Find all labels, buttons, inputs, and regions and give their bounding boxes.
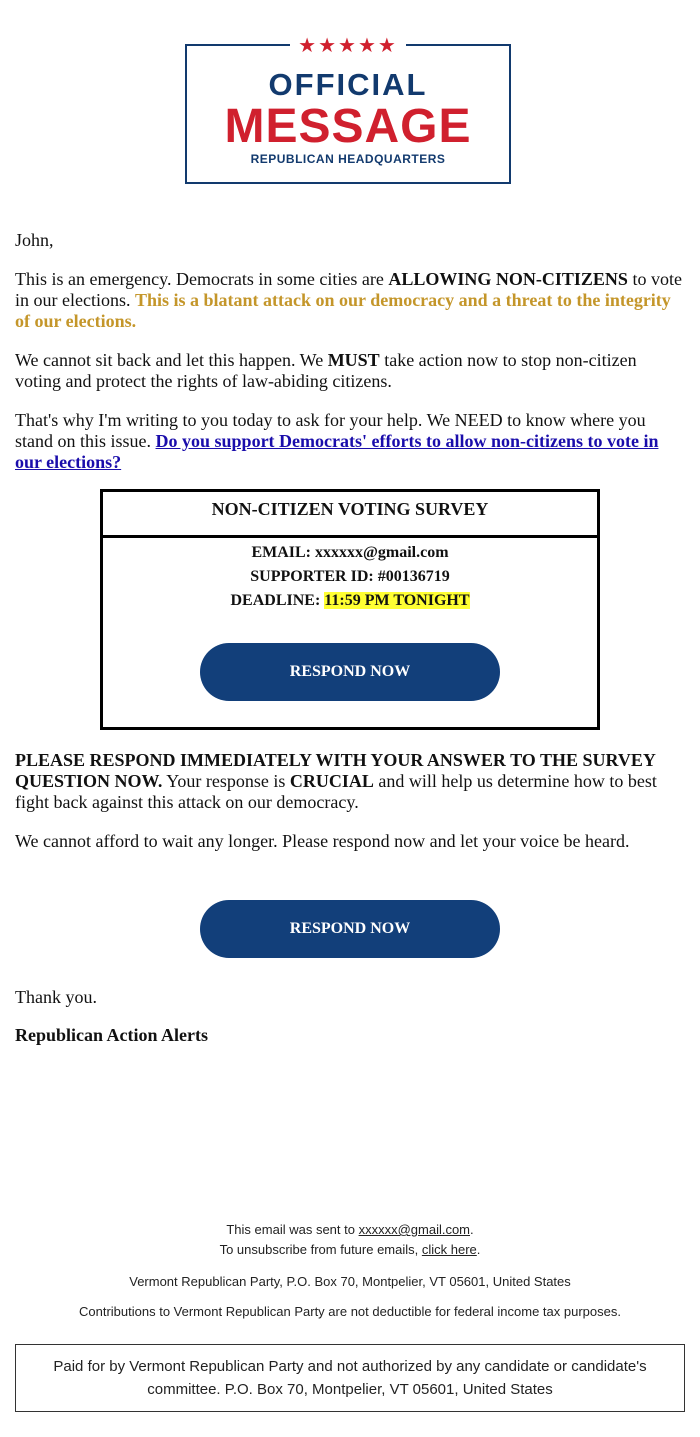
survey-supporter-id: SUPPORTER ID: #00136719 [250,568,450,585]
survey-title: NON-CITIZEN VOTING SURVEY [103,492,597,538]
paid-for-disclaimer: Paid for by Vermont Republican Party and not authorized by any candidate or candidate's committee. P.O. Box 70, Montpelier, VT 05601, United States [15,1344,685,1412]
official-message-logo [185,35,511,184]
footer-sent-to: This email was sent to xxxxxx@gmail.com. [226,1222,474,1237]
deadline-highlight: 11:59 PM TONIGHT [324,592,470,609]
paragraph-respond-immediately: PLEASE RESPOND IMMEDIATELY WITH YOUR ANSWER TO THE SURVEY QUESTION NOW. Your response is CRUCIAL and will help us determine how to best fight back against this attack on our democracy. [15,750,657,812]
survey-email: EMAIL: xxxxxx@gmail.com [251,544,449,561]
paragraph-emergency: This is an emergency. Democrats in some cities are ALLOWING NON-CITIZENS to vote in our elections. This is a blatant attack on our democracy and a threat to the integrity of our elections. [15,269,682,331]
stars-icon: ★★★★★ [187,38,509,54]
signature: Republican Action Alerts [15,1025,209,1045]
unsubscribe-link[interactable]: click here [421,1242,477,1257]
logo-official-text: OFFICIAL [268,67,428,102]
attack-on-democracy-text: This is a blatant attack on our democracy and a threat to the integrity of our elections. [15,290,671,331]
allowing-noncitizens-text: ALLOWING NON-CITIZENS [388,269,628,289]
logo-headquarters-text: REPUBLICAN HEADQUARTERS [250,152,446,166]
footer-unsubscribe: To unsubscribe from future emails, click here. [219,1242,481,1257]
paragraph-cannot-wait: We cannot afford to wait any longer. Please respond now and let your voice be heard. [15,831,630,851]
logo-message-text: MESSAGE [224,100,472,153]
respond-now-button[interactable]: RESPOND NOW [200,900,500,958]
footer-contributions: Contributions to Vermont Republican Party are not deductible for federal income tax purposes. [79,1304,621,1319]
paragraph-ask-help: That's why I'm writing to you today to ask for your help. We NEED to know where you stand on this issue. Do you support Democrats' efforts to allow non-citizens to vote in our elections? [15,410,659,472]
thank-you: Thank you. [15,987,97,1007]
greeting: John, [15,230,54,250]
footer-email-link[interactable]: xxxxxx@gmail.com [358,1222,471,1237]
paragraph-take-action: We cannot sit back and let this happen. We MUST take action now to stop non-citizen voting and protect the rights of law-abiding citizens. [15,350,637,391]
respond-now-button-survey[interactable]: RESPOND NOW [200,643,500,701]
survey-deadline: DEADLINE: 11:59 PM TONIGHT [230,592,470,609]
footer-address: Vermont Republican Party, P.O. Box 70, Montpelier, VT 05601, United States [129,1274,571,1289]
survey-question-link[interactable]: Do you support Democrats' efforts to allow non-citizens to vote in our elections? [15,431,659,472]
